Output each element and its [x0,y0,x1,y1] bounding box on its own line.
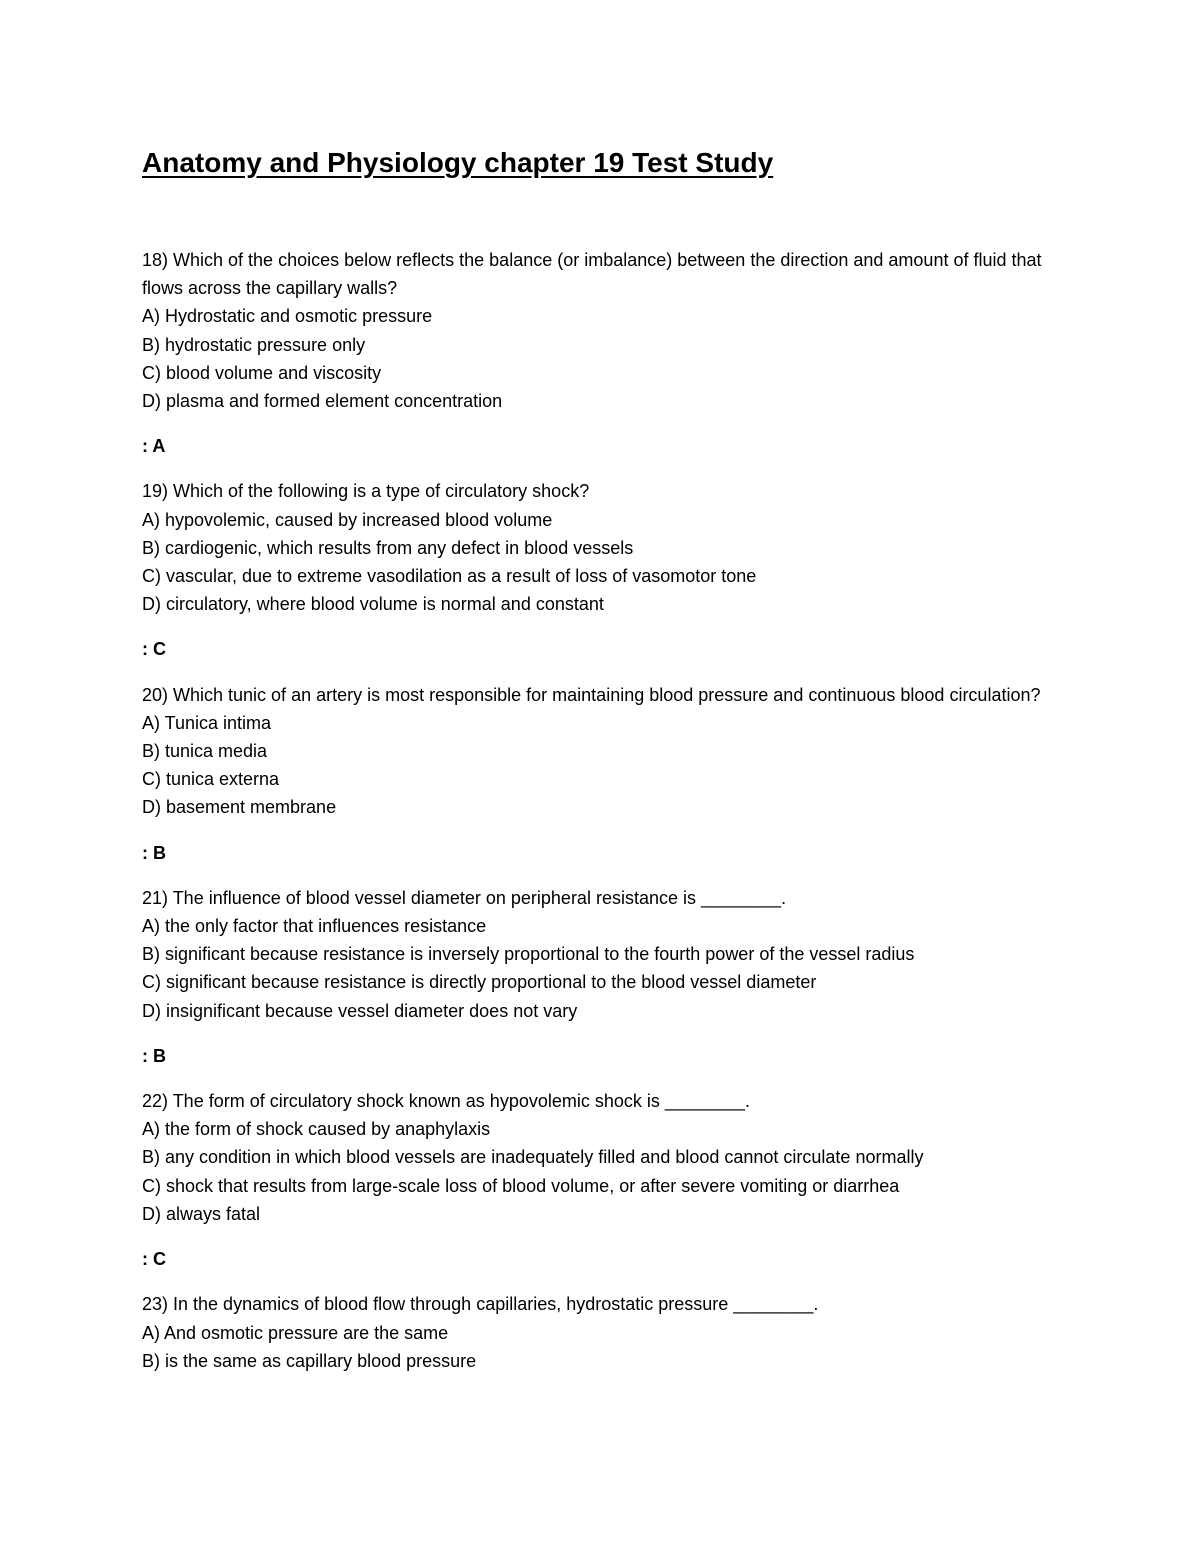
option-c: C) vascular, due to extreme vasodilation as a result of loss of vasomotor tone [142,566,757,587]
option-b: B) cardiogenic, which results from any defect in blood vessels [142,537,634,558]
question-22 [142,1087,1072,1273]
question-stem: 20) Which tunic of an artery is most responsible for maintaining blood pressure and continuous blood circulation? [142,684,1041,705]
answer-key: : B [142,1045,166,1066]
answer-key: : B [142,842,166,863]
question-stem: 23) In the dynamics of blood flow through capillaries, hydrostatic pressure ________. [142,1294,819,1315]
option-c: C) shock that results from large-scale loss of blood volume, or after severe vomiting or diarrhea [142,1175,900,1196]
answer-key: : C [142,1249,166,1270]
question-stem: 19) Which of the following is a type of circulatory shock? [142,481,590,502]
question-list [142,246,1072,1375]
option-b: B) tunica media [142,741,268,762]
option-b: B) hydrostatic pressure only [142,334,366,355]
answer-key: : A [142,436,166,457]
option-b: B) significant because resistance is inversely proportional to the fourth power of the vessel radius [142,944,915,965]
option-a: A) And osmotic pressure are the same [142,1322,449,1343]
option-d: D) circulatory, where blood volume is normal and constant [142,594,604,615]
option-a: A) hypovolemic, caused by increased blood volume [142,509,553,530]
question-stem: 22) The form of circulatory shock known as hypovolemic shock is ________. [142,1091,750,1112]
option-d: D) basement membrane [142,797,337,818]
option-c: C) tunica externa [142,769,280,790]
question-stem: 18) Which of the choices below reflects the balance (or imbalance) between the direction and amount of fluid that flows across the capillary walls? [142,250,1042,299]
option-b: B) is the same as capillary blood pressure [142,1350,477,1371]
question-21 [142,884,1072,1070]
option-a: A) the form of shock caused by anaphylaxis [142,1119,491,1140]
question-stem: 21) The influence of blood vessel diameter on peripheral resistance is ________. [142,887,787,908]
option-c: C) blood volume and viscosity [142,362,382,383]
option-d: D) plasma and formed element concentration [142,391,503,412]
answer-key: : C [142,639,166,660]
option-a: A) the only factor that influences resistance [142,916,487,937]
option-c: C) significant because resistance is directly proportional to the blood vessel diameter [142,972,817,993]
option-a: A) Hydrostatic and osmotic pressure [142,306,433,327]
option-a: A) Tunica intima [142,712,272,733]
question-20 [142,681,1072,867]
question-19 [142,477,1072,663]
option-d: D) always fatal [142,1203,261,1224]
option-d: D) insignificant because vessel diameter does not vary [142,1000,578,1021]
question-18 [142,246,1072,460]
page-title: Anatomy and Physiology chapter 19 Test Study [142,147,774,178]
question-23 [142,1290,1072,1375]
option-b: B) any condition in which blood vessels are inadequately filled and blood cannot circulate normally [142,1147,924,1168]
